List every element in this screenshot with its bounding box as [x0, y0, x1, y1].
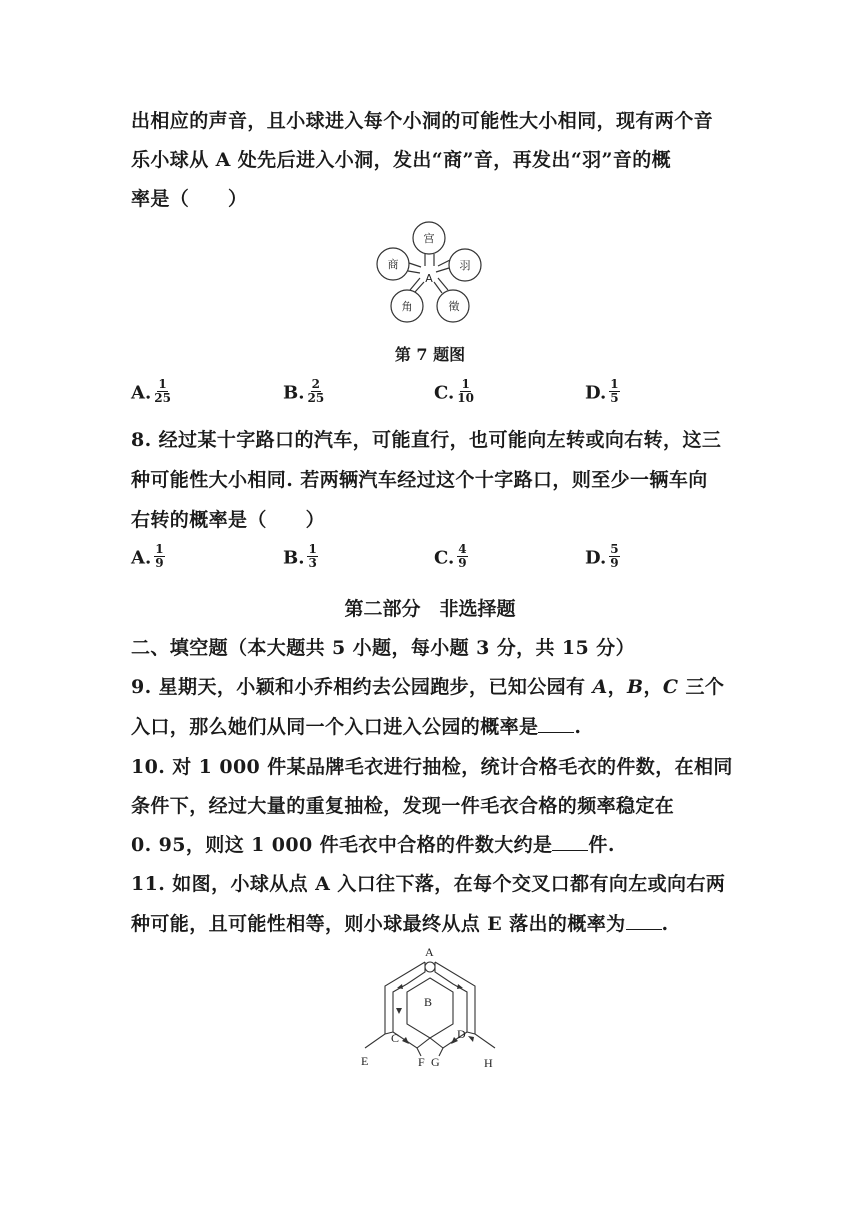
svg-text:G: G	[431, 1055, 440, 1069]
q7-figure-caption: 第 7 题图	[394, 345, 466, 364]
q11-line-1: 11. 如图，小球从点 A 入口往下落，在每个交叉口都有向左或向右两	[131, 873, 726, 895]
q11-answer-blank[interactable]	[626, 928, 662, 930]
q10-line-1: 10. 对 1 000 件某品牌毛衣进行抽检，统计合格毛衣的件数，在相同	[131, 756, 733, 778]
q11-path-figure	[355, 944, 505, 1076]
q8-line-2: 种可能性大小相同. 若两辆汽车经过这个十字路口，则至少一辆车向	[131, 469, 708, 491]
q10-answer-blank[interactable]	[552, 849, 588, 851]
q10-line-2: 条件下，经过大量的重复抽检，发现一件毛衣合格的频率稳定在	[131, 795, 675, 817]
q7-flower-figure	[370, 218, 490, 334]
svg-text:A: A	[425, 945, 434, 959]
q8-option-d[interactable]: D. $\frac{5}{9}$	[585, 542, 619, 570]
q7-line-1: 出相应的声音，且小球进入每个小洞的可能性大小相同，现有两个音	[131, 110, 714, 132]
svg-text:E: E	[361, 1054, 369, 1068]
q7-option-c[interactable]: C. $\frac{1}{10}$	[434, 377, 474, 405]
q8-line-3: 右转的概率是（ ）	[131, 509, 326, 531]
q8-option-c[interactable]: C. $\frac{4}{9}$	[434, 542, 467, 570]
q10-line-3: 0. 95，则这 1 000 件毛衣中合格的件数大约是 件.	[131, 834, 615, 856]
q11-line-2: 种可能，且可能性相等，则小球最终从点 E 落出的概率为 .	[131, 913, 669, 935]
flower-center-label: A	[425, 272, 433, 285]
svg-text:D: D	[457, 1027, 466, 1041]
q9-line-1: 9. 星期天，小颖和小乔相约去公园跑步，已知公园有 A，B，C 三个	[131, 676, 725, 698]
q8-line-1: 8. 经过某十字路口的汽车，可能直行，也可能向左转或向右转，这三	[131, 429, 722, 451]
svg-text:B: B	[424, 995, 433, 1009]
part2-title: 第二部分 非选择题	[344, 598, 516, 620]
svg-text:F: F	[418, 1055, 425, 1069]
q7-option-a[interactable]: A. $\frac{1}{25}$	[131, 377, 171, 405]
svg-text:羽: 羽	[459, 259, 471, 272]
svg-text:C: C	[391, 1031, 400, 1045]
svg-text:商: 商	[387, 258, 399, 271]
q8-option-b[interactable]: B. $\frac{1}{3}$	[283, 542, 317, 570]
q8-option-a[interactable]: A. $\frac{1}{9}$	[131, 542, 164, 570]
q7-option-b[interactable]: B. $\frac{2}{25}$	[283, 377, 325, 405]
svg-text:徵: 徵	[448, 300, 460, 313]
svg-text:宫: 宫	[423, 232, 435, 245]
q7-option-d[interactable]: D. $\frac{1}{5}$	[585, 377, 619, 405]
q7-line-3: 率是（ ）	[131, 188, 248, 210]
section2-heading: 二、填空题（本大题共 5 小题，每小题 3 分，共 15 分）	[131, 637, 635, 659]
q7-line-2: 乐小球从 A 处先后进入小洞，发出“商”音，再发出“羽”音的概	[131, 149, 672, 171]
q9-line-2: 入口，那么她们从同一个入口进入公园的概率是 .	[131, 716, 582, 738]
svg-text:角: 角	[401, 300, 413, 313]
ball	[425, 962, 435, 972]
svg-text:H: H	[484, 1056, 493, 1070]
q9-answer-blank[interactable]	[538, 731, 574, 733]
